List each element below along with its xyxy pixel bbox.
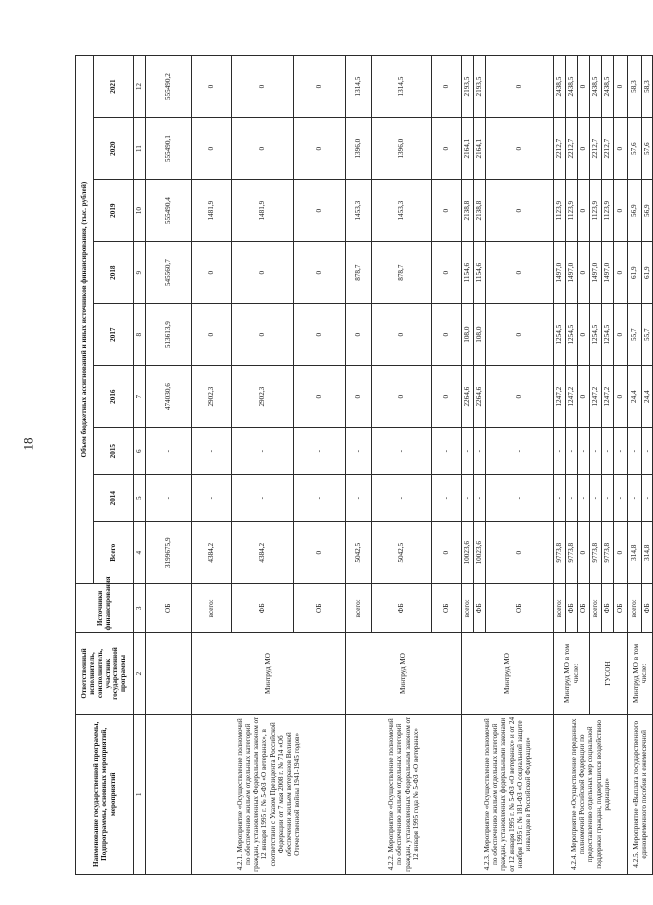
measure-name: 4.2.1. Мероприятие «Осуществление полномочий по обеспечению жильем отдельных категорий граждан, установленных Федеральным законом от 12 января 1995 г. № 5-ФЗ «О ветеранах», в соответствии с Указом Президента Российской Федерации от 7 мая 2008 г. № 714 «Об обеспечении жильем ветеранов Великой Отечественной войны 1941-1945 годов» [192,714,346,874]
column-number: 8 [134,304,146,366]
year-value: 57,6 [642,118,653,180]
header-source: Источники финансирования [76,584,134,633]
header-year: 2014 [94,475,134,522]
year-value: 2212,7 [602,118,614,180]
executor: Минтруд МО в том числе: [628,633,653,714]
year-value: 2438,5 [590,56,602,118]
year-value: 2212,7 [554,118,566,180]
funding-source: ФБ [232,584,294,633]
executor: ГУСОН [590,633,628,714]
year-value: 1254,5 [554,304,566,366]
funding-source: ФБ [474,584,486,633]
year-value: 2212,7 [590,118,602,180]
column-number: 6 [134,428,146,475]
year-value: 1254,5 [590,304,602,366]
measure-name: 4.2.5. Мероприятие «Выплата государственного единовременного пособия и ежемесячной [628,714,653,874]
funding-table [75,55,653,875]
year-value: 1453,3 [346,180,372,242]
year-value: 0 [346,366,372,428]
year-value: 0 [432,304,462,366]
funding-source: всего: [462,584,474,633]
year-value: - [614,475,628,522]
measure-name [146,714,192,874]
year-value: 2438,5 [554,56,566,118]
year-value: 55,7 [642,304,653,366]
year-value: - [474,475,486,522]
executor [146,633,192,714]
funding-source: всего: [554,584,566,633]
year-value: 555490,2 [146,56,192,118]
measure-name: 4.2.3. Мероприятие «Осуществление полномочий по обеспечению жильем отдельных категорий граждан, установленных федеральными законами от 12 января 1995 г. № 5-ФЗ «О ветеранах» и от 24 ноября 1995 г. № 181-ФЗ «О социальной защите инвалидов в Российской Федерации» [462,714,554,874]
funding-source: ФБ [642,584,653,633]
header-year: 2021 [94,56,134,118]
header-year: 2017 [94,304,134,366]
year-value: 0 [578,56,590,118]
funding-source: ОБ [146,584,192,633]
executor: Минтруд МО [192,633,346,714]
year-value: - [628,428,642,475]
year-value: 0 [614,118,628,180]
year-value: - [146,475,192,522]
year-value: 1254,5 [602,304,614,366]
year-value: 0 [486,56,554,118]
total-value: 5042,5 [372,522,432,584]
year-value: 56,9 [628,180,642,242]
funding-source: ОБ [432,584,462,633]
year-value: 0 [192,118,232,180]
year-value: - [554,475,566,522]
year-value: 1314,5 [346,56,372,118]
year-value: - [462,475,474,522]
year-value: - [432,475,462,522]
year-value: - [294,428,346,475]
total-value: 0 [578,522,590,584]
year-value: 2902,3 [232,366,294,428]
total-value: 0 [486,522,554,584]
column-number: 10 [134,180,146,242]
funding-source: ОБ [294,584,346,633]
year-value: 0 [614,56,628,118]
year-value: 0 [192,242,232,304]
year-value: 0 [232,304,294,366]
year-value: 1123,9 [554,180,566,242]
year-value: 2212,7 [566,118,578,180]
year-value: 108,0 [462,304,474,366]
year-value: 0 [232,242,294,304]
year-value: 0 [294,56,346,118]
column-number: 5 [134,475,146,522]
year-value: 0 [294,304,346,366]
year-value: 1247,2 [602,366,614,428]
total-value: 3199675,9 [146,522,192,584]
year-value: 2164,1 [462,118,474,180]
year-value: 1154,6 [474,242,486,304]
total-value: 9773,8 [566,522,578,584]
column-number: 7 [134,366,146,428]
year-value: - [486,475,554,522]
executor: Минтруд МО [346,633,462,714]
year-value: 1396,0 [346,118,372,180]
table-row [554,56,566,875]
year-value: 1247,2 [554,366,566,428]
year-value: - [232,428,294,475]
year-value: 0 [486,242,554,304]
total-value: 314,8 [642,522,653,584]
total-value: 9773,8 [554,522,566,584]
year-value: - [294,475,346,522]
year-value: 0 [578,366,590,428]
year-value: 2264,6 [462,366,474,428]
table-body [134,56,653,875]
year-value: 545560,7 [146,242,192,304]
year-value: - [602,475,614,522]
year-value: 57,6 [628,118,642,180]
year-value: 0 [614,304,628,366]
table-row [192,56,232,875]
year-value: 0 [614,242,628,304]
year-value: 2193,5 [474,56,486,118]
year-value: - [372,475,432,522]
column-number: 4 [134,522,146,584]
year-value: - [642,428,653,475]
year-value: 24,4 [628,366,642,428]
year-value: 0 [486,118,554,180]
total-value: 5042,5 [346,522,372,584]
funding-source: всего: [346,584,372,633]
year-value: 1123,9 [602,180,614,242]
total-value: 9773,8 [602,522,614,584]
year-value: 0 [432,366,462,428]
year-value: 0 [432,56,462,118]
year-value: 878,7 [372,242,432,304]
funding-source: ОБ [578,584,590,633]
year-value: - [462,428,474,475]
year-value: - [432,428,462,475]
funding-source: всего: [590,584,602,633]
year-value: 2164,1 [474,118,486,180]
year-value: 0 [614,180,628,242]
header-total: Всего [94,522,134,584]
executor: Минтруд МО [462,633,554,714]
year-value: 878,7 [346,242,372,304]
year-value: 24,4 [642,366,653,428]
total-value: 4384,2 [232,522,294,584]
year-value: 0 [294,180,346,242]
total-value: 10023,6 [474,522,486,584]
year-value: 0 [432,180,462,242]
year-value: 0 [232,56,294,118]
total-value: 10023,6 [462,522,474,584]
year-value: 1247,2 [566,366,578,428]
year-value: - [232,475,294,522]
year-value: 1497,0 [566,242,578,304]
year-value: 61,9 [642,242,653,304]
year-value: 58,3 [628,56,642,118]
column-number: 1 [134,714,146,874]
funding-source: всего: [628,584,642,633]
year-value: 1396,0 [372,118,432,180]
year-value: - [590,428,602,475]
year-value: 1123,9 [590,180,602,242]
column-number: 2 [134,633,146,714]
year-value: 55,7 [628,304,642,366]
header-year: 2020 [94,118,134,180]
year-value: 1123,9 [566,180,578,242]
funding-source: всего: [192,584,232,633]
funding-source: ФБ [602,584,614,633]
year-value: 58,3 [642,56,653,118]
year-value: 1254,5 [566,304,578,366]
year-value: - [474,428,486,475]
table-row [146,56,192,875]
year-value: 555490,4 [146,180,192,242]
year-value: 0 [294,366,346,428]
header-funding-group: Объем бюджетных ассигнований и иных источников финансирования, (тыс. рублей) [76,56,94,584]
total-value: 314,8 [628,522,642,584]
year-value: - [346,475,372,522]
year-value: - [146,428,192,475]
funding-source: ОБ [486,584,554,633]
year-value: 0 [372,366,432,428]
header-name: Наименование государственной программы, Подпрограммы, основных мероприятий, мероприятий [76,714,134,874]
year-value: 0 [486,180,554,242]
year-value: - [566,475,578,522]
year-value: 2438,5 [602,56,614,118]
year-value: - [566,428,578,475]
header-year: 2016 [94,366,134,428]
column-number: 11 [134,118,146,180]
measure-name: 4.2.2. Мероприятие «Осуществление полномочий по обеспечению жильем отдельных категорий граждан, установленных Федеральным законом от 12 января 1995 года № 5-ФЗ «О ветеранах» [346,714,462,874]
year-value: 56,9 [642,180,653,242]
year-value: - [554,428,566,475]
year-value: - [192,475,232,522]
year-value: 0 [578,118,590,180]
column-number: 3 [134,584,146,633]
year-value: - [578,475,590,522]
year-value: 2138,8 [462,180,474,242]
year-value: - [642,475,653,522]
table-row [628,56,642,875]
year-value: 0 [614,366,628,428]
year-value: 0 [432,242,462,304]
year-value: 0 [372,304,432,366]
header-executor: Ответственный исполнитель, соисполнитель, участник государственной программы [76,633,134,714]
year-value: 0 [192,304,232,366]
funding-source: ОБ [614,584,628,633]
year-value: 2438,5 [566,56,578,118]
year-value: 0 [432,118,462,180]
year-value: 1497,0 [602,242,614,304]
table-row [462,56,474,875]
measure-name: 4.2.4. Мероприятие «Осуществление переданных полномочий Российской Федерации по предоставлению отдельных мер социальной поддержки граждан, подвергшихся воздействию радиации» [554,714,628,874]
executor: Минтруд МО в том числе: [554,633,590,714]
year-value: 0 [578,304,590,366]
year-value: 0 [578,180,590,242]
year-value: - [590,475,602,522]
year-value: 0 [192,56,232,118]
funding-source: ФБ [566,584,578,633]
year-value: 1497,0 [554,242,566,304]
total-value: 0 [432,522,462,584]
year-value: 0 [294,118,346,180]
year-value: 1247,2 [590,366,602,428]
year-value: - [486,428,554,475]
year-value: 0 [294,242,346,304]
total-value: 0 [294,522,346,584]
year-value: 0 [486,304,554,366]
year-value: 1497,0 [590,242,602,304]
year-value: - [346,428,372,475]
year-value: - [578,428,590,475]
year-value: 0 [486,366,554,428]
total-value: 9773,8 [590,522,602,584]
table-row [346,56,372,875]
total-value: 0 [614,522,628,584]
funding-source: ФБ [372,584,432,633]
year-value: 2193,5 [462,56,474,118]
year-value: 474030,6 [146,366,192,428]
year-value: 1314,5 [372,56,432,118]
year-value: 555490,1 [146,118,192,180]
header-year: 2018 [94,242,134,304]
year-value: 0 [346,304,372,366]
year-value: 1154,6 [462,242,474,304]
year-value: 513613,9 [146,304,192,366]
year-value: - [372,428,432,475]
year-value: 1481,9 [192,180,232,242]
year-value: 61,9 [628,242,642,304]
rotated-table-container [75,55,651,875]
year-value: 108,0 [474,304,486,366]
header-year: 2019 [94,180,134,242]
year-value: - [614,428,628,475]
year-value: - [602,428,614,475]
column-number: 12 [134,56,146,118]
total-value: 4384,2 [192,522,232,584]
year-value: 1481,9 [232,180,294,242]
year-value: 2264,6 [474,366,486,428]
year-value: - [628,475,642,522]
header-year: 2015 [94,428,134,475]
page-number: 18 [20,437,36,451]
year-value: 0 [578,242,590,304]
year-value: 1453,3 [372,180,432,242]
year-value: 2902,3 [192,366,232,428]
year-value: 2138,8 [474,180,486,242]
year-value: - [192,428,232,475]
column-number: 9 [134,242,146,304]
column-number-row [134,56,146,875]
year-value: 0 [232,118,294,180]
